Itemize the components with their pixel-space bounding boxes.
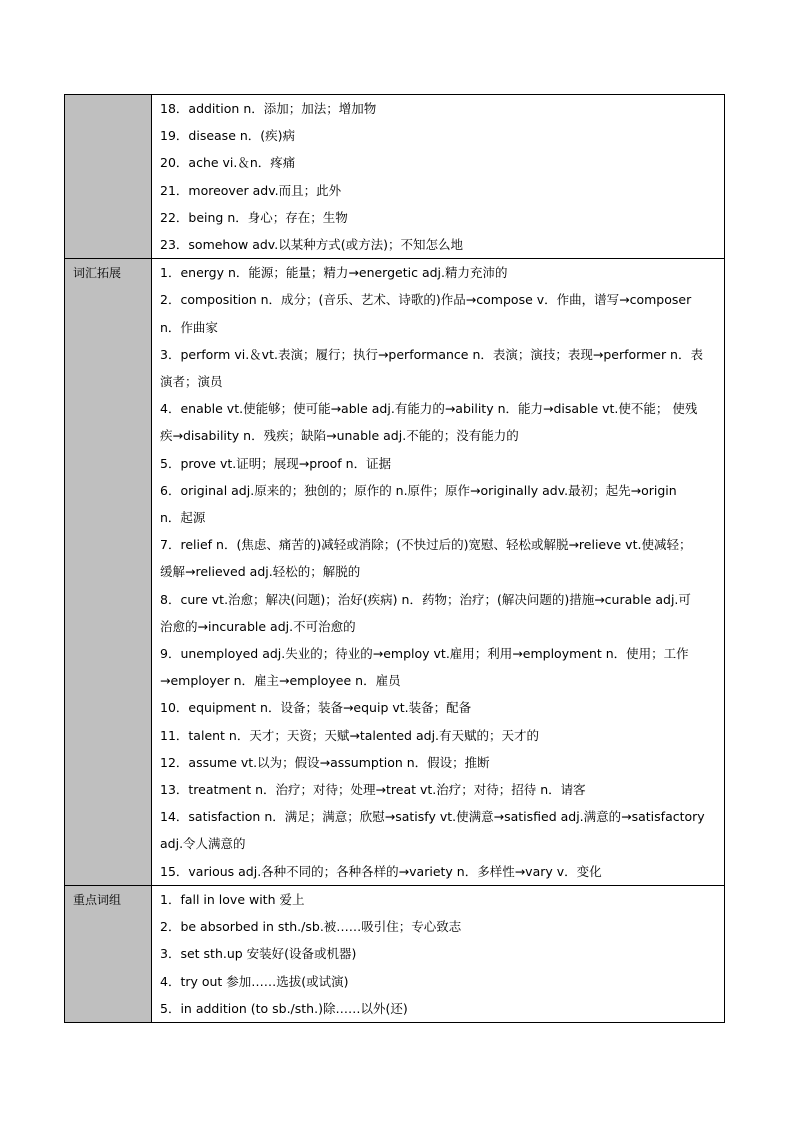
entry-line: 4．enable vt.使能够；使可能→able adj.有能力的→ability n．能力→disable vt.使不能； 使残 <box>160 401 698 417</box>
entry-line: 2．composition n．成分；(音乐、艺术、诗歌的)作品→compose v．作曲，谱写→composer <box>160 292 692 308</box>
entry-line: 21．moreover adv.而且；此外 <box>160 182 342 198</box>
entry-line: n．作曲家 <box>160 319 218 335</box>
entry-line: 15．various adj.各种不同的；各种各样的→variety n．多样性→vary v．变化 <box>160 863 602 879</box>
entry-line: 5．prove vt.证明；展现→proof n．证据 <box>160 455 392 471</box>
entry-line: 8．cure vt.治愈；解决(问题)；治好(疾病) n．药物；治疗；(解决问题的)措施→curable adj.可 <box>160 591 691 607</box>
vocabulary-table <box>64 94 725 1023</box>
entry-line: 6．original adj.原来的；独创的；原作的 n.原件；原作→originally adv.最初；起先→origin <box>160 482 677 498</box>
entry-line: 4．try out 参加……选拔(或试演) <box>160 973 349 989</box>
entry-line: adj.令人满意的 <box>160 836 246 852</box>
section-row <box>65 95 725 259</box>
section-row <box>65 885 725 1022</box>
entry-line: 2．be absorbed in sth./sb.被……吸引住；专心致志 <box>160 919 462 935</box>
entry-line: 20．ache vi.＆n．疼痛 <box>160 155 296 171</box>
section-content <box>152 885 725 1022</box>
entry-line: 14．satisfaction n．满足；满意；欣慰→satisfy vt.使满意→satisfied adj.满意的→satisfactory <box>160 809 705 825</box>
entry-line: 11．talent n．天才；天资；天赋→talented adj.有天赋的；天才的 <box>160 727 540 743</box>
entry-line: 5．in addition (to sb./sth.)除……以外(还) <box>160 1000 408 1016</box>
entry-line: 缓解→relieved adj.轻松的；解脱的 <box>160 564 361 580</box>
section-label: 重点词组 <box>65 885 152 1022</box>
entry-line: n．起源 <box>160 510 206 526</box>
entry-line: 19．disease n．(疾)病 <box>160 128 296 144</box>
entry-line: 1．fall in love with 爱上 <box>160 891 305 907</box>
entry-line: 3．set sth.up 安装好(设备或机器) <box>160 946 357 962</box>
entry-line: 18．addition n．添加；加法；增加物 <box>160 101 377 116</box>
entry-line: 7．relief n．(焦虑、痛苦的)减轻或消除；(不快过后的)宽慰、轻松或解脱→relieve vt.使减轻； <box>160 537 692 553</box>
section-label <box>65 95 152 259</box>
entry-line: 3．perform vi.＆vt.表演；履行；执行→performance n．表演；演技；表现→performer n．表 <box>160 346 703 362</box>
section-row <box>65 259 725 886</box>
section-content <box>152 259 725 886</box>
entry-line: 12．assume vt.以为；假设→assumption n．假设；推断 <box>160 754 490 770</box>
entry-line: 22．being n．身心；存在；生物 <box>160 209 348 225</box>
section-content <box>152 95 725 259</box>
entry-line: 13．treatment n．治疗；对待；处理→treat vt.治疗；对待；招待 n．请客 <box>160 782 586 798</box>
entry-line: →employer n．雇主→employee n．雇员 <box>160 673 401 689</box>
entry-line: 10．equipment n．设备；装备→equip vt.装备；配备 <box>160 700 472 716</box>
entry-line: 9．unemployed adj.失业的；待业的→employ vt.雇用；利用→employment n．使用；工作 <box>160 646 689 662</box>
entry-line: 演者；演员 <box>160 374 223 390</box>
entry-line: 23．somehow adv.以某种方式(或方法)；不知怎么地 <box>160 237 463 253</box>
entry-line: 1．energy n．能源；能量；精力→energetic adj.精力充沛的 <box>160 265 508 281</box>
section-label: 词汇拓展 <box>65 259 152 886</box>
entry-line: 疾→disability n．残疾；缺陷→unable adj.不能的；没有能力的 <box>160 428 519 444</box>
entry-line: 治愈的→incurable adj.不可治愈的 <box>160 618 356 634</box>
